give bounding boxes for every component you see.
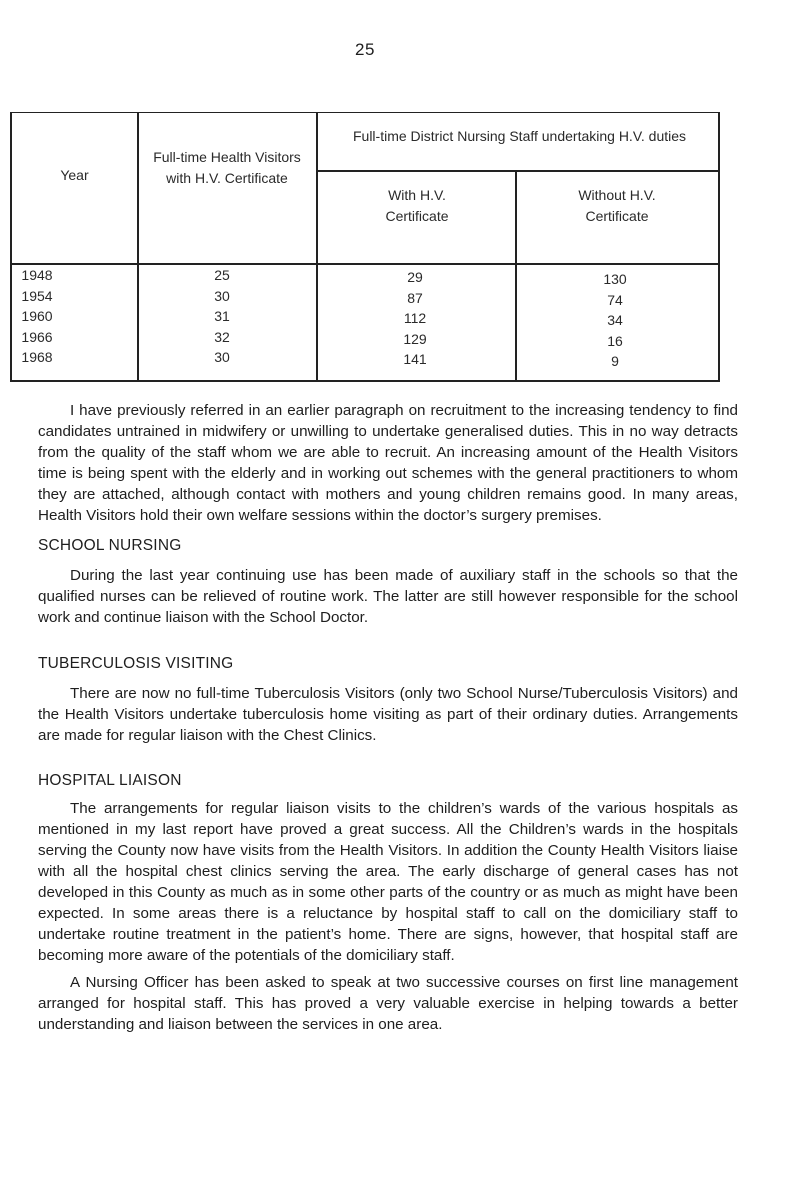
paragraph-intro [38, 400, 738, 526]
page-number: 25 [355, 40, 375, 59]
heading-school-nursing: SCHOOL NURSING [38, 537, 182, 554]
table-cell-with-hv: 87 [407, 289, 423, 306]
header-without-hv: Without H.V. Certificate [578, 187, 656, 224]
heading-hospital-liaison: HOSPITAL LIAISON [38, 772, 182, 789]
table-cell-health-visitors: 32 [214, 328, 230, 345]
table-cell-year: 1960 [21, 308, 53, 324]
table-cell-health-visitors: 31 [214, 308, 230, 324]
table-cell-health-visitors: 25 [214, 267, 230, 283]
paragraph-tb-visiting [38, 683, 738, 746]
table-cell-without-hv: 130 [603, 271, 627, 287]
table-cell-with-hv: 141 [403, 351, 427, 367]
table-cell-without-hv: 74 [607, 291, 623, 308]
table-cell-with-hv: 112 [403, 310, 427, 326]
paragraph-text: The arrangements for regular liaison visits to the children’s wards of the various hospitals as mentioned in my last report have proved a great success. All the Children’s wards in the hospitals serving the County now have visits from the Health Visitors. In addition the County Health Visitors liaise with all the hospital chest clinics serving the area. The early discharge of general cases has not developed in this County as much as in some other parts of the country or as much as might have been expected. In some areas there is a reluctance by hospital staff to call on the domiciliary staff to undertake routine treatment in the patient’s home. There are signs, however, that hospital staff are becoming more aware of the potentials of the domiciliary staff. [38, 800, 738, 964]
column-with-hv [385, 267, 445, 370]
paragraph-text: A Nursing Officer has been asked to speak at two successive courses on first line management arranged for hospital staff. This has proved a very valuable exercise in helping towards a better understanding and liaison between the services in one area. [38, 974, 738, 1033]
paragraph-text: I have previously referred in an earlier paragraph on recruitment to the increasing tendency to find candidates untrained in midwifery or unwilling to undertake generalised duties. This in no way detracts from the quality of the staff whom we are able to recruit. An increasing amount of the Health Visitors time is being spent with the elderly and in working out schemes with the general practitioners to whom they are attached, although contact with mothers and young children remains good. In many areas, Health Visitors hold their own welfare sessions within the doctor’s surgery premises. [38, 402, 738, 524]
table-cell-without-hv: 16 [607, 332, 623, 349]
table-cell-with-hv: 29 [407, 269, 423, 285]
table-cell-year: 1966 [21, 328, 53, 345]
column-years [12, 265, 62, 368]
paragraph-school-nursing [38, 565, 738, 628]
paragraph-hospital-liaison [38, 798, 738, 1035]
column-without-hv [585, 269, 645, 372]
staff-table [10, 112, 720, 382]
table-cell-year: 1968 [21, 349, 53, 365]
table-cell-without-hv: 9 [611, 353, 619, 369]
header-health-visitors: Full-time Health Visitors with H.V. Certificate [153, 149, 301, 186]
header-year: Year [60, 167, 89, 183]
table-cell-without-hv: 34 [607, 312, 623, 328]
table-cell-health-visitors: 30 [214, 349, 230, 365]
column-health-visitors [197, 265, 247, 368]
heading-tb-visiting: TUBERCULOSIS VISITING [38, 655, 234, 672]
paragraph-text: There are now no full-time Tuberculosis Visitors (only two School Nurse/Tuberculosis Visitors) and the Health Visitors undertake tuberculosis home visiting as part of their ordinary duties. Arrangements are made for regular liaison with the Chest Clinics. [38, 685, 738, 744]
paragraph-text: During the last year continuing use has been made of auxiliary staff in the schools so that the qualified nurses can be relieved of routine work. The latter are still however responsible for the school work and continue liaison with the School Doctor. [38, 567, 738, 626]
header-district-nursing: Full-time District Nursing Staff undertaking H.V. duties [352, 128, 687, 144]
table-cell-with-hv: 129 [403, 330, 427, 347]
table-cell-year: 1948 [21, 267, 53, 283]
table-cell-year: 1954 [21, 287, 53, 304]
header-with-hv: With H.V. Certificate [385, 187, 449, 224]
table-cell-health-visitors: 30 [214, 287, 230, 304]
